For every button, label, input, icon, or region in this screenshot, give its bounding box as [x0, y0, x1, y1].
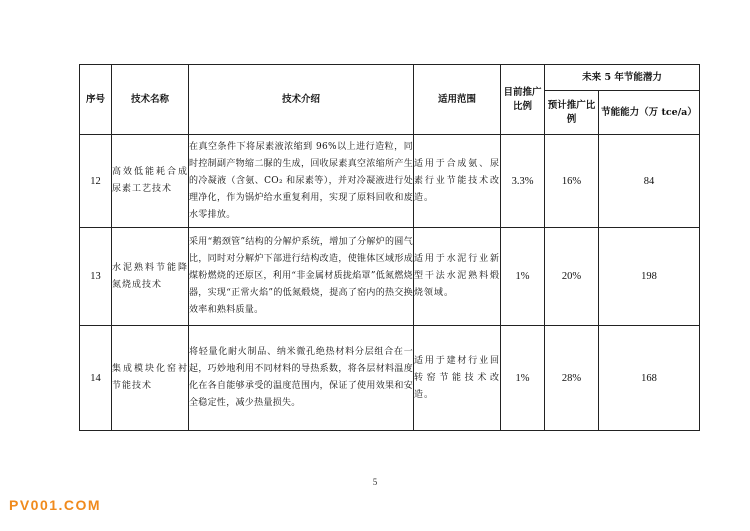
row-current-ratio: 3.3%: [501, 135, 545, 228]
row-current-ratio: 1%: [501, 228, 545, 326]
row-scope: 适用于建材行业回转窑节能技术改造。: [414, 326, 501, 431]
header-seq: 序号: [80, 65, 112, 135]
page-number: 5: [372, 477, 378, 487]
table-row: [80, 326, 700, 431]
header-capacity: 节能能力（万 tce/a）: [599, 91, 700, 135]
header-scope: 适用范围: [414, 65, 501, 135]
row-capacity: 168: [599, 326, 700, 431]
row-expected-ratio: 28%: [545, 326, 599, 431]
header-intro: 技术介绍: [189, 65, 414, 135]
header-current-ratio: 目前推广比例: [501, 65, 545, 135]
row-current-ratio: 1%: [501, 326, 545, 431]
table-row: [80, 135, 700, 228]
row-tech-intro: 采用“鹅颈管”结构的分解炉系统，增加了分解炉的圆气比，同时对分解炉下部进行结构改造，使锥体区域形成煤粉燃烧的还原区，利用“非金属材质拢焰罩”低氮燃烧器，实现“正常火焰”的低氮煅烧，提高了窑内的热交换效率和熟料质量。: [189, 228, 414, 326]
row-expected-ratio: 20%: [545, 228, 599, 326]
header-name: 技术名称: [112, 65, 189, 135]
row-tech-name: 水泥熟料节能降氮烧成技术: [112, 228, 189, 326]
technology-table: [79, 64, 700, 431]
row-scope: 适用于合成氨、尿素行业节能技术改造。: [414, 135, 501, 228]
header-expected-ratio: 预计推广比例: [545, 91, 599, 135]
watermark-logo: PV001.COM: [9, 497, 102, 513]
row-tech-intro: 在真空条件下将尿素液浓缩到 96%以上进行造粒，同时控制副产物缩二脲的生成，回收尿素真空浓缩所产生的冷凝液（含氨、CO₂ 和尿素等），并对冷凝液进行处理净化，作为锅炉给水重复利用，实现了原料回收和废水零排放。: [189, 135, 414, 228]
row-seq: 12: [80, 135, 112, 228]
table-row: [80, 228, 700, 326]
row-capacity: 84: [599, 135, 700, 228]
row-capacity: 198: [599, 228, 700, 326]
row-tech-intro: 将轻量化耐火制品、纳米微孔绝热材料分层组合在一起，巧妙地利用不同材料的导热系数，将各层材料温度化在各自能够承受的温度范围内，保证了使用效果和安全稳定性，减少热量损失。: [189, 326, 414, 431]
row-seq: 14: [80, 326, 112, 431]
row-scope: 适用于水泥行业新型干法水泥熟料煅烧领域。: [414, 228, 501, 326]
row-tech-name: 高效低能耗合成尿素工艺技术: [112, 135, 189, 228]
row-tech-name: 集成模块化窑衬节能技术: [112, 326, 189, 431]
row-expected-ratio: 16%: [545, 135, 599, 228]
header-potential: 未来 5 年节能潜力: [545, 65, 700, 91]
row-seq: 13: [80, 228, 112, 326]
